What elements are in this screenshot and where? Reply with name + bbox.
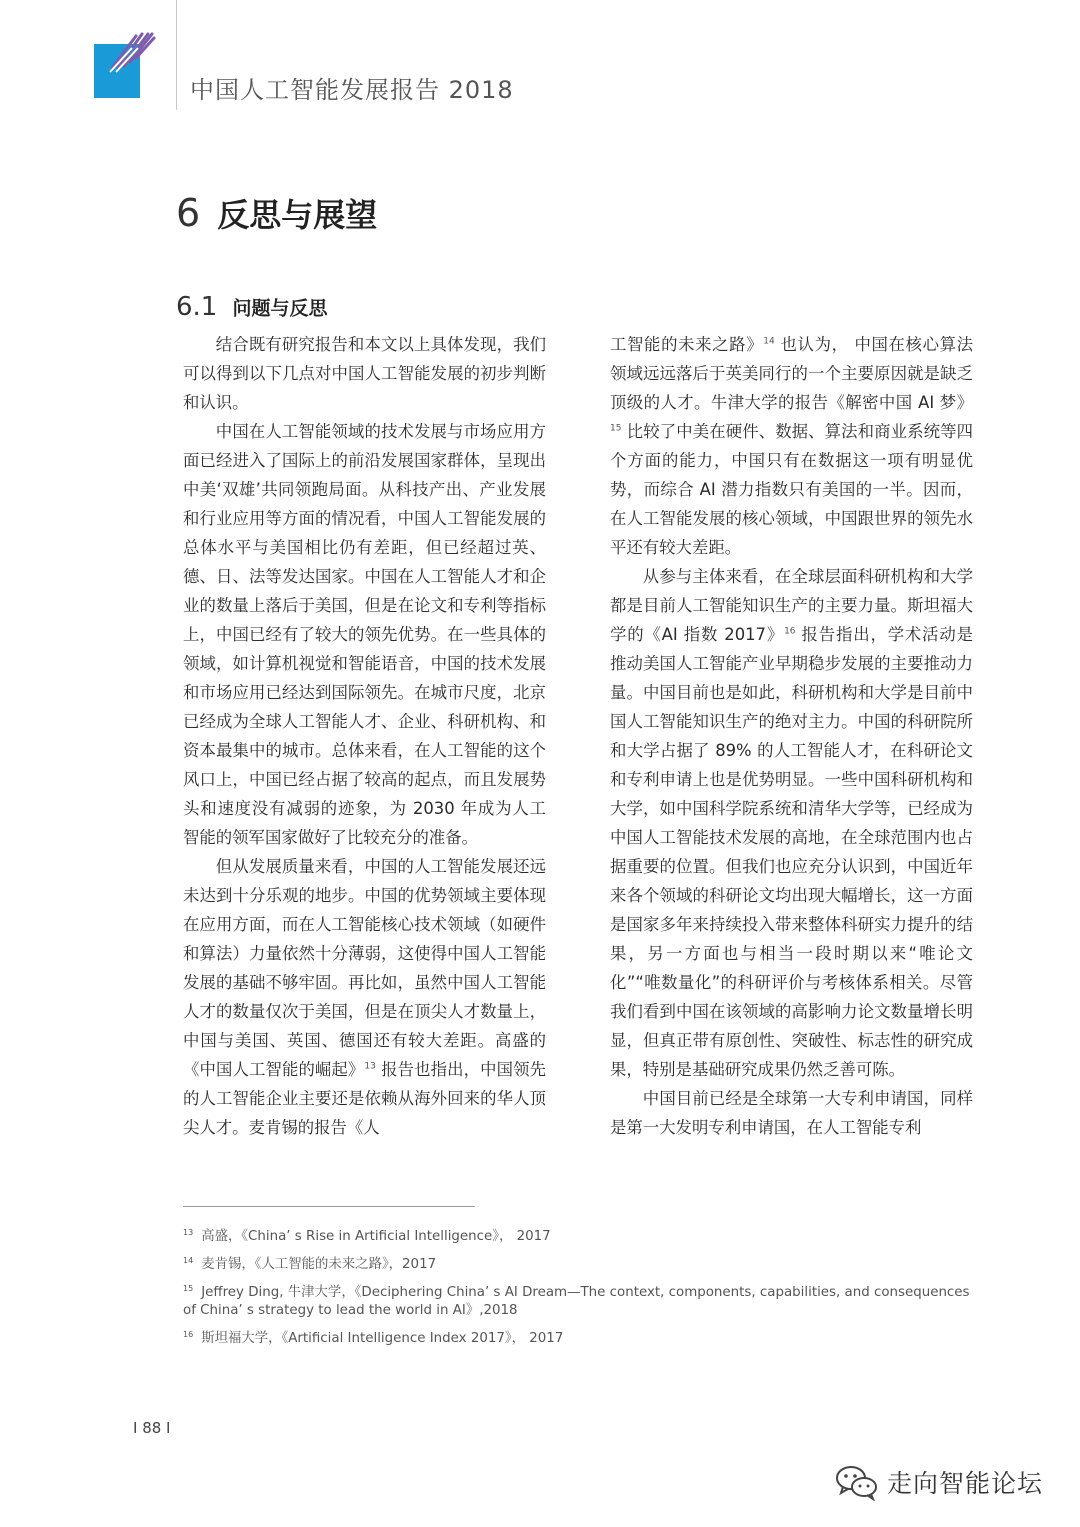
- paragraph-text: 报告也指出，中国领先的人工智能企业主要还是依赖从海外回来的华人顶尖人才。麦肯锡的报告《人: [183, 1060, 546, 1137]
- paragraph-text: 也认为， 中国在核心算法领域远远落后于英美同行的一个主要原因就是缺乏顶级的人才。牛津大学的报告《解密中国 AI 梦》: [610, 335, 973, 412]
- chapter-title: 反思与展望: [217, 196, 378, 234]
- section-heading: [176, 292, 327, 322]
- paragraph: [610, 330, 973, 562]
- footnote-number: 13: [183, 1227, 194, 1237]
- footnote-item: [183, 1256, 978, 1274]
- footnote-text: 麦肯锡，《人工智能的未来之路》，2017: [201, 1257, 437, 1272]
- footnote-number: 14: [183, 1255, 194, 1265]
- section-number: 6.1: [176, 292, 218, 322]
- footnote-ref: 14: [763, 336, 775, 347]
- report-logo-icon: [92, 28, 156, 100]
- footnote-number: 16: [183, 1329, 194, 1339]
- paragraph: [610, 562, 973, 1084]
- footnotes: [183, 1228, 978, 1358]
- header-divider-line: [176, 0, 177, 110]
- paragraph-text: 但从发展质量来看，中国的人工智能发展还远未达到十分乐观的地步。中国的优势领域主要体现在应用方面，而在人工智能核心技术领域（如硬件和算法）力量依然十分薄弱，这使得中国人工智能发展的基础不够牢固。再比如，虽然中国人工智能人才的数量仅次于美国，但是在顶尖人才数量上，中国与美国、英国、德国还有较大差距。高盛的《中国人工智能的崛起》: [183, 857, 546, 1079]
- footnote-text: 高盛，《China’ s Rise in Artificial Intelligence》， 2017: [201, 1229, 551, 1244]
- footnote-divider: [183, 1206, 475, 1207]
- chapter-heading: [176, 190, 377, 236]
- footnote-item: [183, 1284, 978, 1320]
- paragraph: 中国目前已经是全球第一大专利申请国，同样是第一大发明专利申请国，在人工智能专利: [610, 1089, 973, 1137]
- footnote-ref: 16: [784, 626, 796, 637]
- chapter-number: 6: [176, 191, 201, 235]
- paragraph-text: 工智能的未来之路》: [610, 335, 764, 354]
- paragraph: 结合既有研究报告和本文以上具体发现，我们可以得到以下几点对中国人工智能发展的初步判断和认识。: [183, 335, 546, 412]
- footnote-text: 斯坦福大学，《Artificial Intelligence Index 2017》， 2017: [201, 1331, 564, 1346]
- watermark: [835, 1463, 1043, 1501]
- left-column: [183, 330, 546, 1180]
- footnote-text: Jeffrey Ding, 牛津大学，《Deciphering China’ s AI Dream—The context, components, capabilities, and consequences of China’ s strategy to lead the world in AI》,2018: [183, 1285, 970, 1318]
- footnote-ref: 15: [610, 423, 622, 434]
- report-header-title: 中国人工智能发展报告 2018: [190, 76, 514, 104]
- wechat-icon: [835, 1463, 879, 1501]
- paragraph: [183, 852, 546, 1142]
- footnote-item: [183, 1228, 978, 1246]
- paragraph-text: 从参与主体来看，在全球层面科研机构和大学都是目前人工智能知识生产的主要力量。斯坦福大学的《AI 指数 2017》: [610, 567, 973, 644]
- paragraph-text: 比较了中美在硬件、数据、算法和商业系统等四个方面的能力，中国只有在数据这一项有明显优势，而综合 AI 潜力指数只有美国的一半。因而，在人工智能发展的核心领域，中国跟世界的领先水平还有较大差距。: [610, 422, 973, 557]
- right-column: [610, 330, 973, 1180]
- footnote-item: [183, 1330, 978, 1348]
- page-number: I 88 I: [133, 1419, 171, 1437]
- footnote-ref: 13: [364, 1061, 376, 1072]
- paragraph: 中国在人工智能领域的技术发展与市场应用方面已经进入了国际上的前沿发展国家群体，呈现出中美‘双雄’共同领跑局面。从科技产出、产业发展和行业应用等方面的情况看，中国人工智能发展的总体水平与美国相比仍有差距，但已经超过英、德、日、法等发达国家。中国在人工智能人才和企业的数量上落后于美国，但是在论文和专利等指标上，中国已经有了较大的领先优势。在一些具体的领域，如计算机视觉和智能语音，中国的技术发展和市场应用已经达到国际领先。在城市尺度，北京已经成为全球人工智能人才、企业、科研机构、和资本最集中的城市。总体来看，在人工智能的这个风口上，中国已经占据了较高的起点，而且发展势头和速度没有减弱的迹象，为 2030 年成为人工智能的领军国家做好了比较充分的准备。: [183, 422, 546, 847]
- watermark-text: 走向智能论坛: [887, 1469, 1044, 1498]
- footnote-number: 15: [183, 1283, 194, 1293]
- section-title: 问题与反思: [232, 297, 328, 320]
- paragraph-text: 报告指出，学术活动是推动美国人工智能产业早期稳步发展的主要推动力量。中国目前也是如此，科研机构和大学是目前中国人工智能知识生产的绝对主力。中国的科研院所和大学占据了 89% 的人工智能人才，在科研论文和专利申请上也是优势明显。一些中国科研机构和大学，如中国科学院系统和清华大学等，已经成为中国人工智能技术发展的高地，在全球范围内也占据重要的位置。但我们也应充分认识到，中国近年来各个领域的科研论文均出现大幅增长，这一方面是国家多年来持续投入带来整体科研实力提升的结果，另一方面也与相当一段时期以来“唯论文化”“唯数量化”的科研评价与考核体系相关。尽管我们看到中国在该领域的高影响力论文数量增长明显，但真正带有原创性、突破性、标志性的研究成果，特别是基础研究成果仍然乏善可陈。: [610, 625, 973, 1079]
